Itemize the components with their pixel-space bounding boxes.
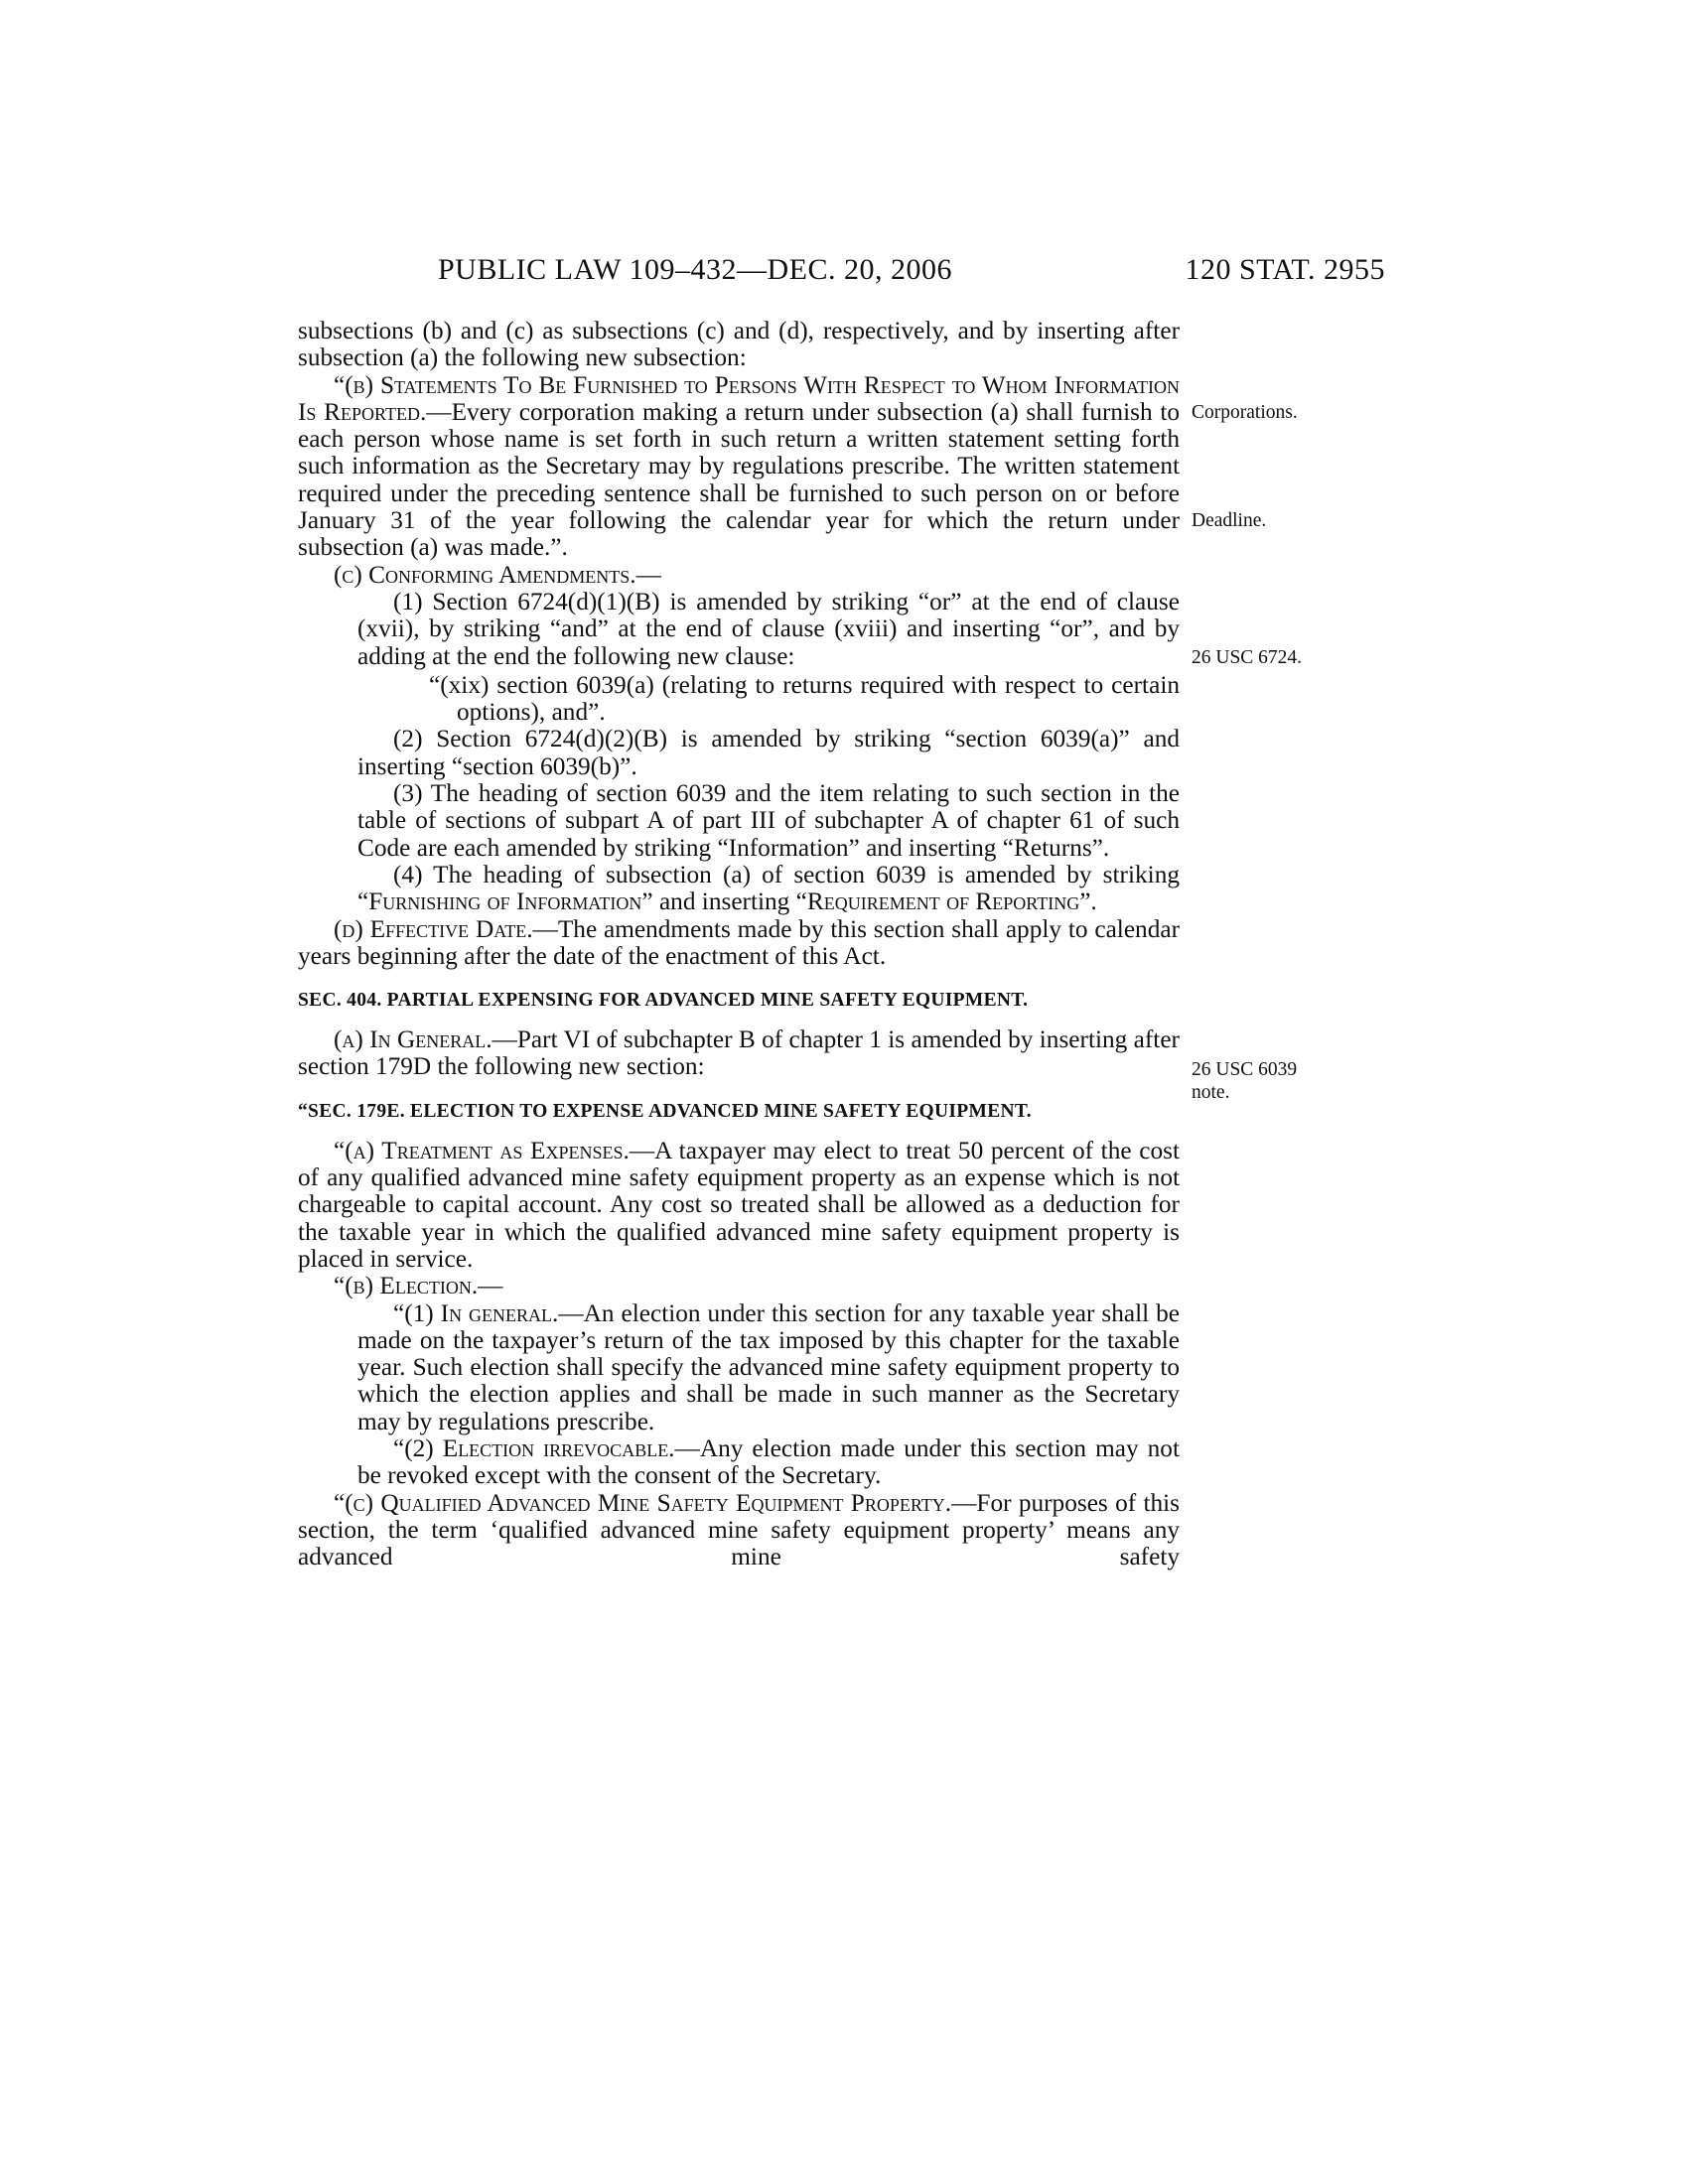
effective-date-body: —The amendments made by this section shall apply to calendar years beginning after the date of the enactment of this Act. [298, 914, 1181, 970]
paragraph-c1: (1) Section 6724(d)(1)(B) is amended by striking “or” at the end of clause (xvii), by striking “and” at the end of clause (xviii) and inserting “or”, and by adding at the end the following new clause: [357, 587, 1180, 670]
header-page-ref: 120 STAT. 2955 [1185, 253, 1385, 286]
paragraph-c2: (2) Section 6724(d)(2)(B) is amended by striking “section 6039(a)” and inserting “section 6039(b)”. [357, 725, 1180, 780]
header-title: PUBLIC LAW 109–432—DEC. 20, 2006 [437, 253, 953, 286]
qualified-property-body: —For purposes of this section, the term ‘qualified advanced mine safety equipment property’ means any advanced mine safety [298, 1488, 1181, 1571]
heading-qualified-property: “(c) Qualified Advanced Mine Safety Equipment Property. [334, 1488, 952, 1517]
paragraph-404-in-general [298, 1026, 1180, 1081]
heading-effective-date: (d) Effective Date. [334, 914, 533, 943]
c4-small-caps-1: Furnishing of Information [368, 887, 642, 916]
margin-note-26usc6039-line1: 26 USC 6039 [1192, 1059, 1298, 1080]
section-heading-404: SEC. 404. PARTIAL EXPENSING FOR ADVANCED MINE SAFETY EQUIPMENT. [298, 990, 1029, 1012]
c4-small-caps-2: Requirement of Reporting [806, 887, 1080, 916]
document-body [298, 318, 1180, 1570]
paragraph-election [298, 1273, 1180, 1299]
statements-body: —Every corporation making a return under subsection (a) shall furnish to each person whose name is set forth in such return a written statement setting forth such information as the Secretary may by regulations prescribe. The written statement required under the preceding sentence shall be furnished to such person on or before January 31 of the year following the calendar year for which the return under subsection (a) was made.”. [298, 397, 1181, 562]
paragraph-treatment-as-expenses [298, 1138, 1180, 1273]
margin-note-26usc6724: 26 USC 6724. [1192, 647, 1303, 668]
election-dash: — [478, 1272, 503, 1300]
margin-note-26usc6039-line2: note. [1192, 1082, 1230, 1103]
section-heading-179e: “SEC. 179E. ELECTION TO EXPENSE ADVANCED MINE SAFETY EQUIPMENT. [298, 1100, 1032, 1122]
paragraph-c4 [298, 862, 1180, 916]
paragraph-qualified-property [298, 1490, 1180, 1571]
heading-b1-in-general: “(1) In general. [393, 1298, 559, 1327]
paragraph-c3: (3) The heading of section 6039 and the item relating to such section in the table of sections of subpart A of part III of subchapter A of chapter 61 of such Code are each amended by striking “Information” and inserting “Returns”. [357, 779, 1180, 862]
heading-election: “(b) Election. [334, 1272, 479, 1300]
margin-note-corporations: Corporations. [1192, 402, 1298, 423]
page-header [298, 253, 1385, 293]
paragraph-effective-date [298, 916, 1180, 971]
treatment-body: —A taxpayer may elect to treat 50 percent of the cost of any qualified advanced mine safety equipment property as an expense which is not chargeable to capital account. Any cost so treated shall be allowed as a deduction for the taxable year in which the qualified advanced mine safety equipment property is placed in service. [298, 1136, 1180, 1273]
paragraph-b2 [298, 1435, 1180, 1490]
heading-404-in-general: (a) In General. [334, 1025, 492, 1054]
paragraph-conforming-amendments [298, 562, 1180, 589]
b2-body: —Any election made under this section may not be revoked except with the consent of the Secretary. [357, 1433, 1180, 1490]
404-in-general-body: —Part VI of subchapter B of chapter 1 is amended by inserting after section 179D the following new section: [298, 1025, 1180, 1081]
margin-note-deadline: Deadline. [1192, 510, 1267, 531]
paragraph-statements [298, 372, 1180, 562]
conforming-dash: — [635, 560, 661, 589]
paragraph-b1 [298, 1300, 1180, 1435]
paragraph-c1-clause-xix: “(xix) section 6039(a) (relating to returns required with respect to certain options), and”. [429, 670, 1180, 727]
c4-part-b: ” and inserting “ [641, 887, 807, 916]
heading-treatment-as-expenses: “(a) Treatment as Expenses. [334, 1136, 630, 1164]
heading-statements: “(b) Statements To Be Furnished to Persons With Respect to Whom Information Is Reported. [298, 370, 1180, 426]
paragraph-subsections: subsections (b) and (c) as subsections (c) and (d), respectively, and by inserting after subsection (a) the following new subsection: [298, 317, 1180, 372]
heading-b2-election-irrevocable: “(2) Election irrevocable. [393, 1433, 675, 1462]
heading-conforming-amendments: (c) Conforming Amendments. [334, 560, 636, 589]
b1-body: —An election under this section for any taxable year shall be made on the taxpayer’s return of the tax imposed by this chapter for the taxable year. Such election shall specify the advanced mine safety equipment property to which the election applies and shall be made in such manner as the Secretary may by regulations prescribe. [357, 1298, 1180, 1435]
c4-part-a: (4) The heading of subsection (a) of section 6039 is amended by striking “ [357, 860, 1180, 916]
c4-part-c: ”. [1079, 887, 1097, 916]
margin-note-26usc6039 [1192, 1058, 1350, 1104]
